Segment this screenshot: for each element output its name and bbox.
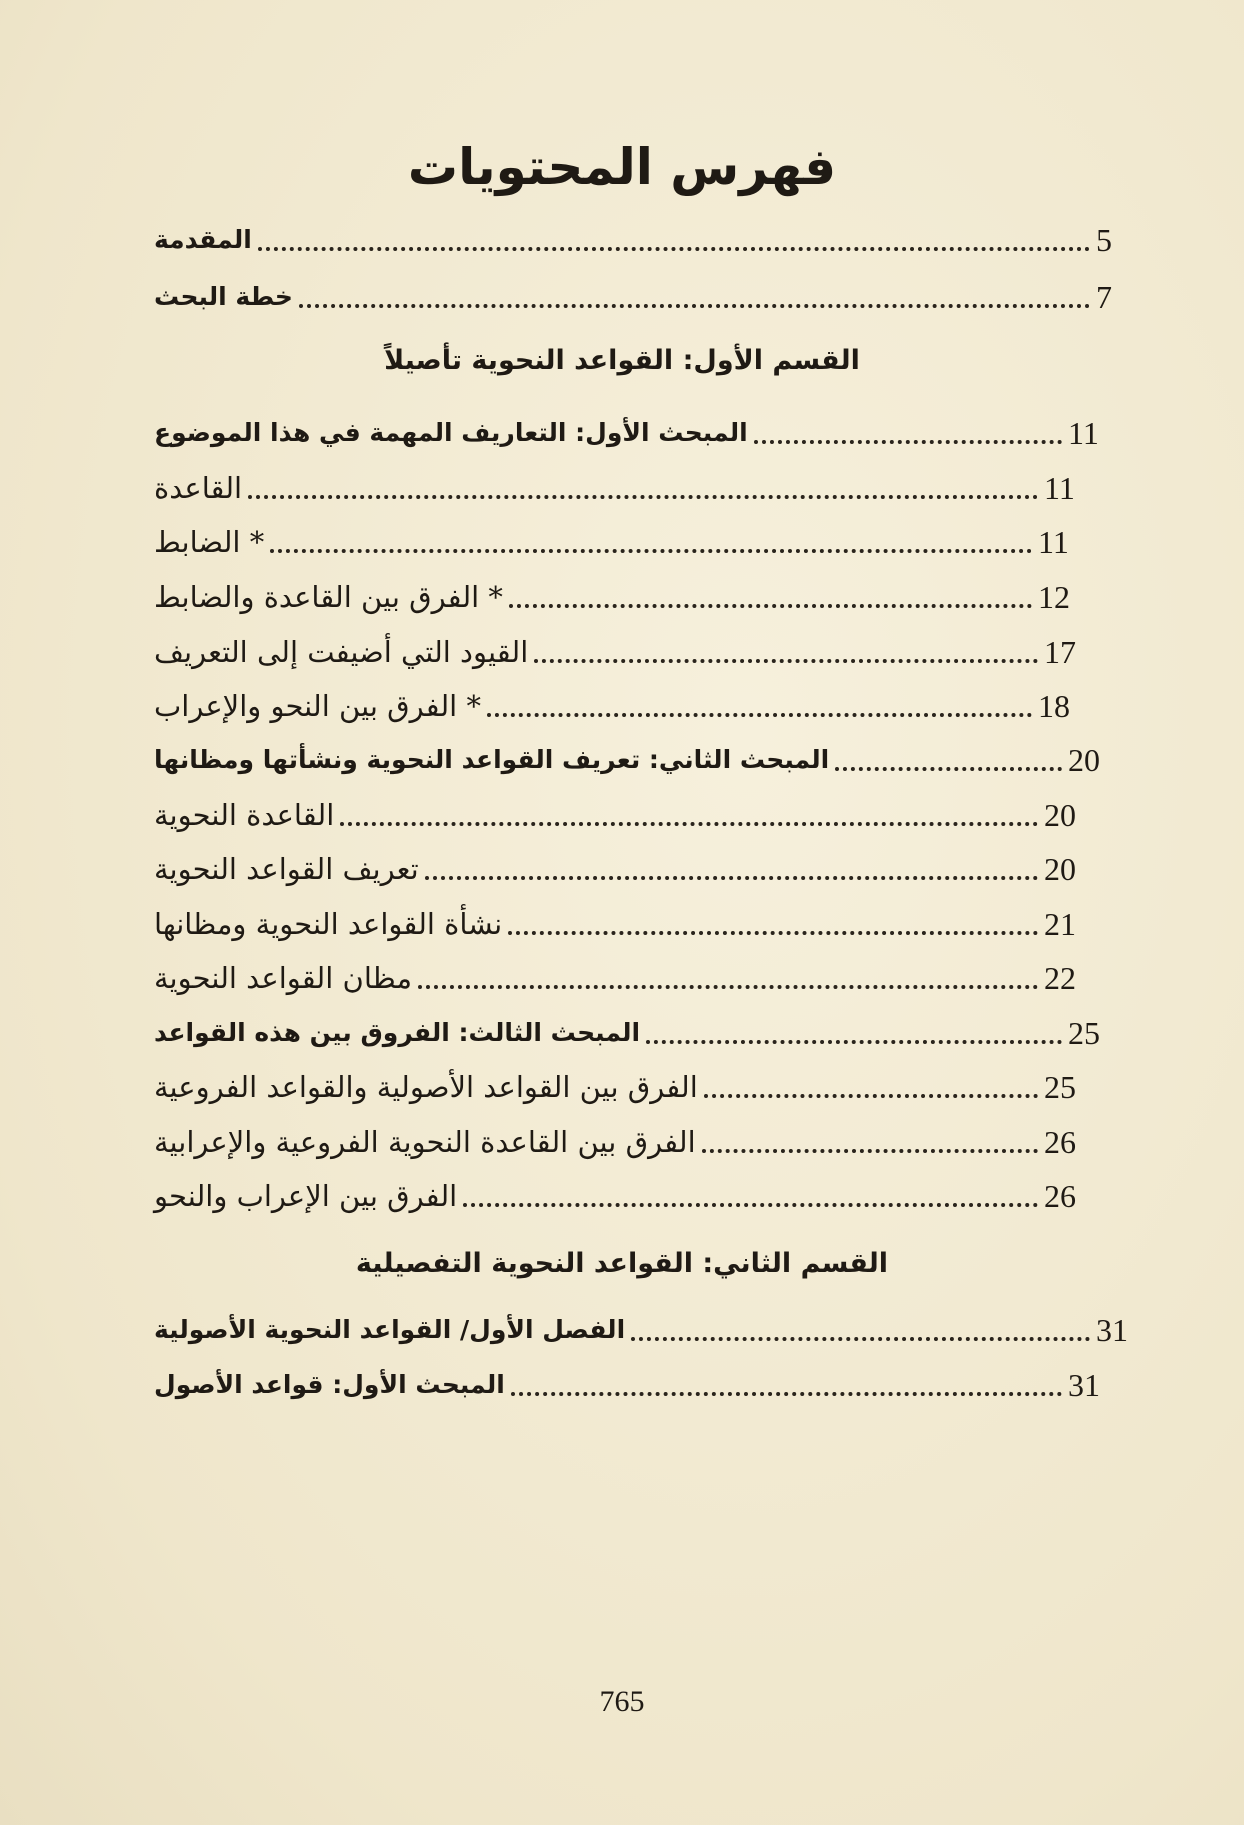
toc-entry-label: الفصل الأول/ القواعد النحوية الأصولية xyxy=(154,1315,626,1344)
toc-entry-page: 5 xyxy=(1096,222,1112,258)
toc-entry-page: 11 xyxy=(1044,470,1075,506)
toc-entry xyxy=(150,899,1086,949)
toc-entry-page: 22 xyxy=(1044,960,1076,996)
toc-entry-page: 11 xyxy=(1038,524,1069,560)
dot-leader xyxy=(835,767,1062,771)
dot-leader xyxy=(754,440,1062,444)
toc-entry xyxy=(150,463,1086,513)
toc-entry-page: 21 xyxy=(1044,906,1076,942)
toc-entry-page: 20 xyxy=(1044,797,1076,833)
toc-entry-label: القاعدة xyxy=(154,471,243,505)
page-number: 765 xyxy=(599,1685,645,1718)
dot-leader xyxy=(340,822,1038,826)
toc-entry xyxy=(150,408,1110,458)
toc-entry-page: 11 xyxy=(1068,415,1099,451)
toc-entry xyxy=(150,627,1086,677)
toc-entry xyxy=(150,215,1138,265)
toc-entry xyxy=(150,844,1086,894)
toc-entry-page: 20 xyxy=(1044,851,1076,887)
dot-leader xyxy=(425,876,1038,880)
dot-leader xyxy=(487,713,1032,717)
toc-entry xyxy=(150,1305,1138,1355)
toc-entry-label: القاعدة النحوية xyxy=(154,798,335,832)
toc-entry-label: مظان القواعد النحوية xyxy=(154,961,412,995)
dot-leader xyxy=(258,247,1090,251)
toc-entry-label: الفرق بين الإعراب والنحو xyxy=(154,1179,458,1213)
toc-entry xyxy=(150,681,1080,731)
toc-entry xyxy=(150,1360,1110,1410)
toc-entry xyxy=(150,1117,1086,1167)
dot-leader xyxy=(511,1392,1062,1396)
dot-leader xyxy=(534,659,1038,663)
toc-entry-page: 31 xyxy=(1096,1312,1128,1348)
dot-leader xyxy=(704,1094,1038,1098)
toc-entry-page: 20 xyxy=(1068,742,1100,778)
toc-entry-label: المبحث الثاني: تعريف القواعد النحوية ونشأتها ومظانها xyxy=(154,745,830,774)
dot-leader xyxy=(299,304,1090,308)
toc-entry xyxy=(150,1008,1110,1058)
toc-entry-page: 26 xyxy=(1044,1124,1076,1160)
section-heading: القسم الأول: القواعد النحوية تأصيلاً xyxy=(384,345,860,376)
dot-leader xyxy=(702,1149,1038,1153)
dot-leader xyxy=(463,1203,1038,1207)
toc-entry-label: خطة البحث xyxy=(154,282,293,311)
toc-entry xyxy=(150,1062,1086,1112)
toc-entry-page: 17 xyxy=(1044,634,1076,670)
toc-entry-label: المبحث الأول: التعاريف المهمة في هذا الموضوع xyxy=(154,418,748,447)
dot-leader xyxy=(646,1040,1062,1044)
toc-entry-page: 31 xyxy=(1068,1367,1100,1403)
dot-leader xyxy=(509,604,1032,608)
toc-entry-label: * الفرق بين النحو والإعراب xyxy=(154,689,481,723)
dot-leader xyxy=(418,985,1038,989)
toc-entry-label: الفرق بين القاعدة النحوية الفروعية والإعرابية xyxy=(154,1125,696,1159)
toc-entry xyxy=(150,735,1110,785)
toc-entry-label: المبحث الثالث: الفروق بين هذه القواعد xyxy=(154,1018,641,1047)
toc-entry-page: 25 xyxy=(1044,1069,1076,1105)
toc-entry-label: المبحث الأول: قواعد الأصول xyxy=(154,1370,505,1399)
toc-entry-page: 7 xyxy=(1096,279,1112,315)
toc-entry-label: القيود التي أضيفت إلى التعريف xyxy=(154,635,529,669)
toc-entry-page: 18 xyxy=(1038,688,1070,724)
toc-entry-label: * الضابط xyxy=(154,525,265,559)
toc-entry xyxy=(150,517,1080,567)
toc-entry xyxy=(150,572,1080,622)
toc-entry-label: المقدمة xyxy=(154,225,252,254)
dot-leader xyxy=(248,495,1038,499)
toc-entry xyxy=(150,272,1138,322)
section-heading: القسم الثاني: القواعد النحوية التفصيلية xyxy=(355,1248,889,1279)
toc-entry-label: * الفرق بين القاعدة والضابط xyxy=(154,580,503,614)
toc-entry xyxy=(150,790,1086,840)
toc-entry xyxy=(150,1171,1086,1221)
toc-entry-page: 25 xyxy=(1068,1015,1100,1051)
toc-entry-label: تعريف القواعد النحوية xyxy=(154,852,419,886)
dot-leader xyxy=(270,549,1032,553)
toc-entry-label: الفرق بين القواعد الأصولية والقواعد الفروعية xyxy=(154,1070,698,1104)
toc-entry-page: 12 xyxy=(1038,579,1070,615)
page-title: فهرس المحتويات xyxy=(407,138,837,196)
toc-entry-label: نشأة القواعد النحوية ومظانها xyxy=(154,907,503,941)
dot-leader xyxy=(508,931,1038,935)
toc-entry-page: 26 xyxy=(1044,1178,1076,1214)
dot-leader xyxy=(631,1337,1090,1341)
toc-entry xyxy=(150,953,1086,1003)
